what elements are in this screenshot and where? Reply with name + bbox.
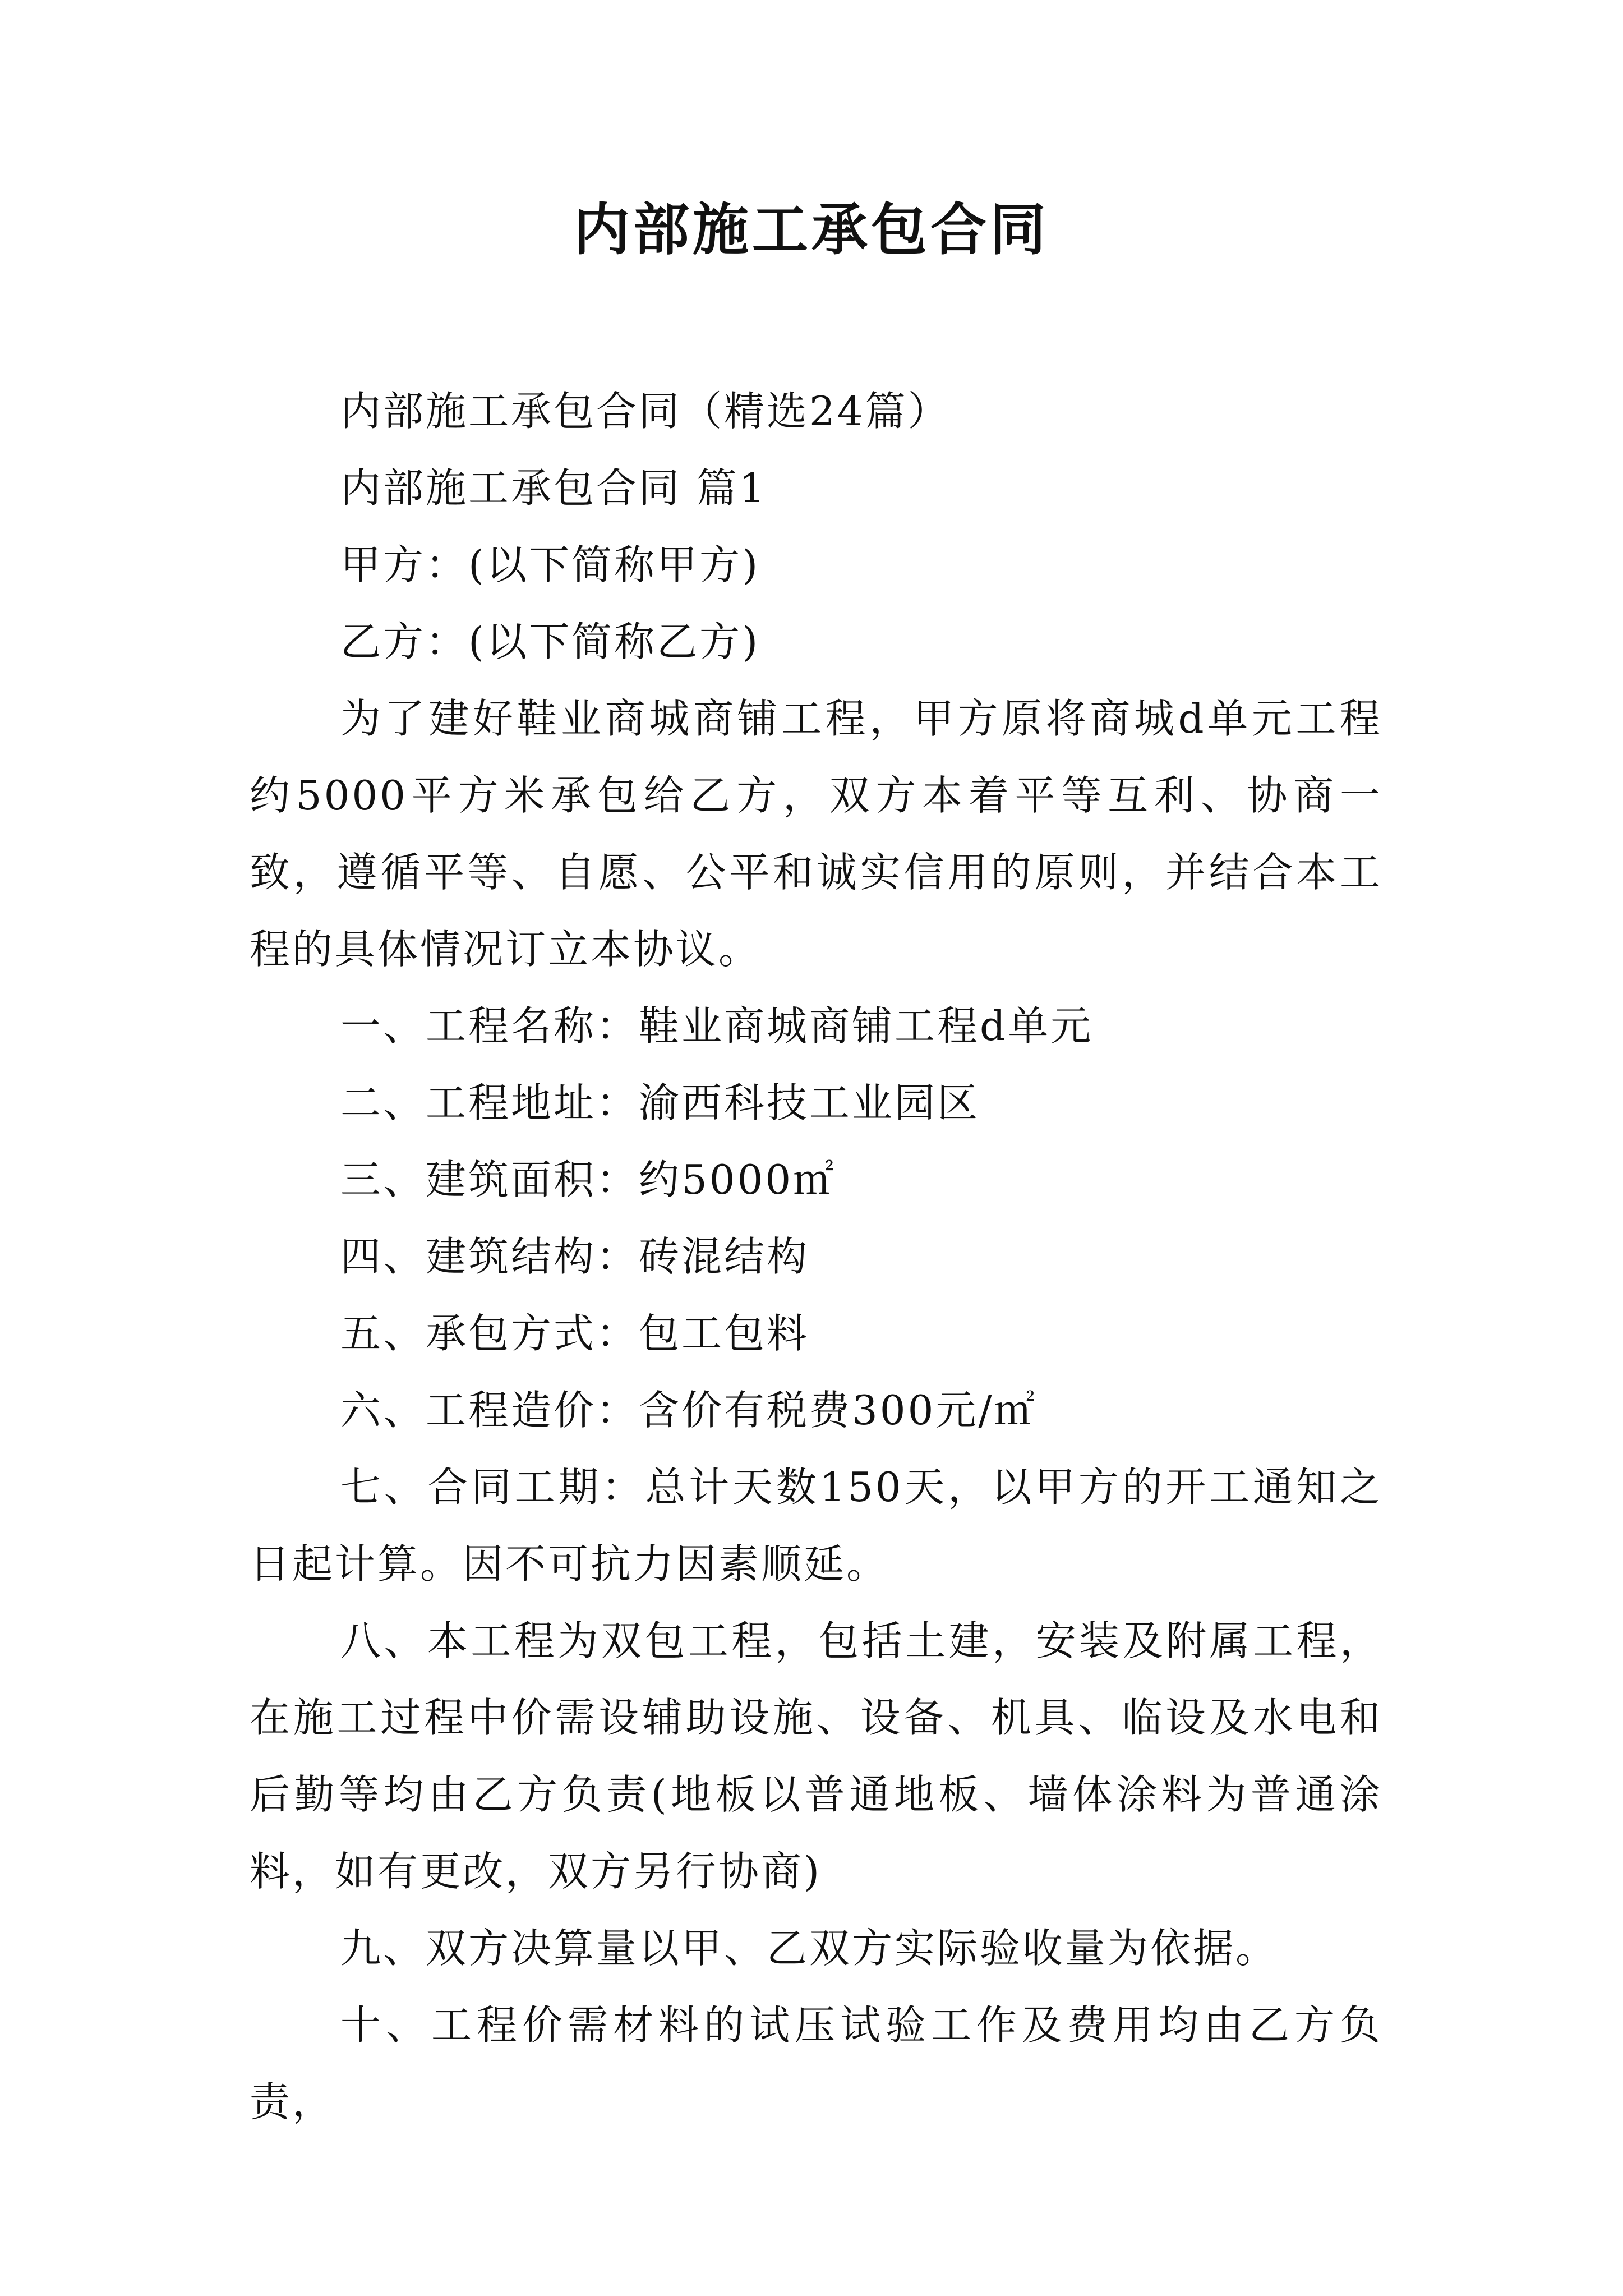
document-title: 内部施工承包合同 xyxy=(574,197,1049,263)
clause-material-testing: 十、工程价需材料的试压试验工作及费用均由乙方负责， xyxy=(250,2001,1382,2125)
document-body xyxy=(250,373,1382,2141)
clause-building-area: 三、建筑面积：约5000㎡ xyxy=(340,1156,836,1203)
clause-project-name: 一、工程名称：鞋业商城商铺工程d单元 xyxy=(340,1002,1094,1050)
clause-project-address: 二、工程地址：渝西科技工业园区 xyxy=(340,1079,980,1126)
paragraph-preamble: 为了建好鞋业商城商铺工程，甲方原将商城d单元工程约5000平方米承包给乙方，双方本着平等互利、协商一致，遵循平等、自愿、公平和诚实信用的原则，并结合本工程的具体情况订立本协议。 xyxy=(250,695,1382,973)
clause-project-cost: 六、工程造价：含价有税费300元/㎡ xyxy=(340,1387,1037,1434)
paragraph-party-a: 甲方：(以下简称甲方) xyxy=(340,541,760,588)
clause-contract-period: 七、合同工期：总计天数150天，以甲方的开工通知之日起计算。因不可抗力因素顺延。 xyxy=(250,1464,1382,1588)
paragraph-part-heading: 内部施工承包合同 篇1 xyxy=(340,464,767,512)
paragraph-party-b: 乙方：(以下简称乙方) xyxy=(340,618,760,665)
clause-building-structure: 四、建筑结构：砖混结构 xyxy=(340,1233,810,1280)
clause-contract-method: 五、承包方式：包工包料 xyxy=(340,1310,810,1357)
paragraph-collection-heading: 内部施工承包合同（精选24篇） xyxy=(340,388,951,435)
clause-settlement: 九、双方决算量以甲、乙双方实际验收量为依据。 xyxy=(340,1925,1279,1972)
clause-scope: 八、本工程为双包工程，包括土建，安装及附属工程，在施工过程中价需设辅助设施、设备、机具、临设及水电和后勤等均由乙方负责(地板以普通地板、墙体涂料为普通涂料，如有更改，双方另行协商) xyxy=(250,1617,1382,1895)
